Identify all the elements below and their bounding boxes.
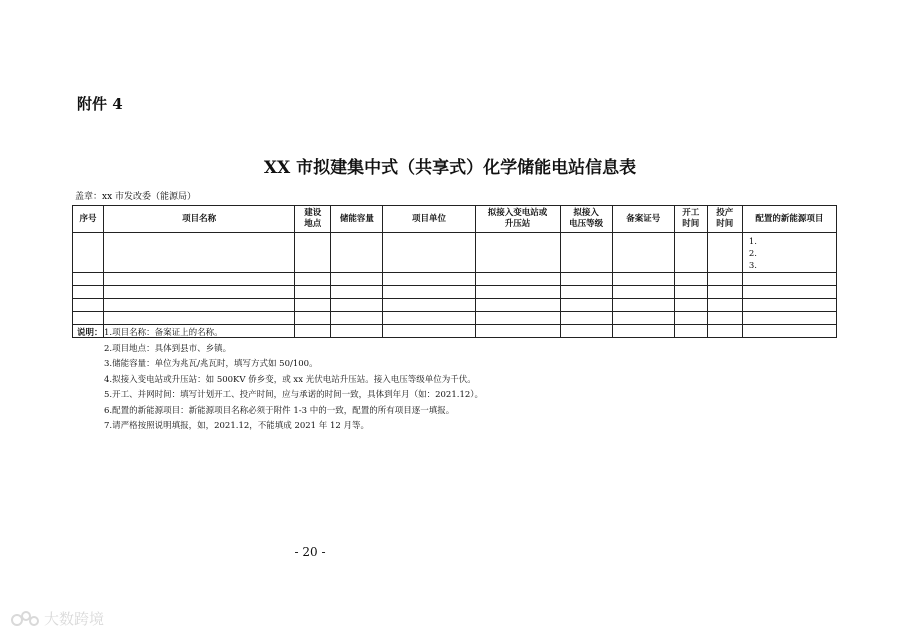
note-text: 1.项目名称：备案证上的名称。 [104, 328, 223, 338]
table-row [73, 233, 837, 273]
notes-section [77, 326, 483, 435]
header-filing-number: 备案证号 [612, 206, 674, 233]
note-text: 6.配置的新能源项目：新能源项目名称必须于附件 1-3 中的一致，配置的所有项目逐一填报。 [104, 405, 455, 416]
header-index: 序号 [73, 206, 104, 233]
note-line [77, 404, 483, 420]
header-project-name: 项目名称 [104, 206, 295, 233]
note-text: 2.项目地点：具体到县市、乡镇。 [104, 343, 232, 354]
header-substation: 拟接入变电站或 升压站 [475, 206, 560, 233]
page-number: - 20 - [294, 545, 326, 559]
table-row [73, 273, 837, 286]
header-start-time: 开工 时间 [674, 206, 707, 233]
document-title: XX 市拟建集中式（共享式）化学储能电站信息表 [263, 158, 637, 178]
header-location: 建设 地点 [295, 206, 331, 233]
table-row [73, 286, 837, 299]
header-energy-projects: 配置的新能源项目 [742, 206, 836, 233]
note-text: 3.储能容量：单位为兆瓦/兆瓦时，填写方式如 50/100。 [104, 359, 318, 369]
header-project-unit: 项目单位 [383, 206, 475, 233]
energy-project-item: 3. [748, 261, 757, 271]
energy-project-item: 1. [748, 237, 757, 247]
table-row [73, 299, 837, 312]
table-header-row [73, 206, 837, 233]
notes-label: 说明： [77, 328, 103, 338]
note-text: 7.请严格按照说明填报，如，2021.12，不能填成 2021 年 12 月等。 [104, 421, 370, 431]
info-table [72, 205, 837, 338]
energy-project-cell [742, 233, 836, 273]
note-text: 5.开工、并网时间：填写计划开工、投产时间，应与承诺的时间一致，具体到年月（如：2021.12）。 [104, 390, 484, 400]
note-line [77, 373, 483, 389]
note-line [77, 342, 483, 358]
header-capacity: 储能容量 [331, 206, 383, 233]
watermark [10, 608, 104, 629]
note-text: 4.拟接入变电站或升压站：如 500KV 侨乡变，或 xx 光伏电站升压站。接入电压等级单位为千伏。 [104, 374, 476, 385]
note-line [77, 357, 483, 373]
attachment-label: 附件 4 [77, 95, 123, 113]
watermark-text: 大数跨境 [44, 610, 105, 628]
note-line [77, 326, 483, 342]
table-row [73, 312, 837, 325]
note-line [77, 419, 483, 435]
header-voltage-level: 拟接入 电压等级 [560, 206, 612, 233]
header-operation-time: 投产 时间 [707, 206, 742, 233]
energy-project-item: 2. [748, 249, 757, 259]
note-line [77, 388, 483, 404]
brand-logo-icon [10, 609, 40, 629]
stamp-line: 盖章：xx 市发改委（能源局） [75, 192, 197, 202]
